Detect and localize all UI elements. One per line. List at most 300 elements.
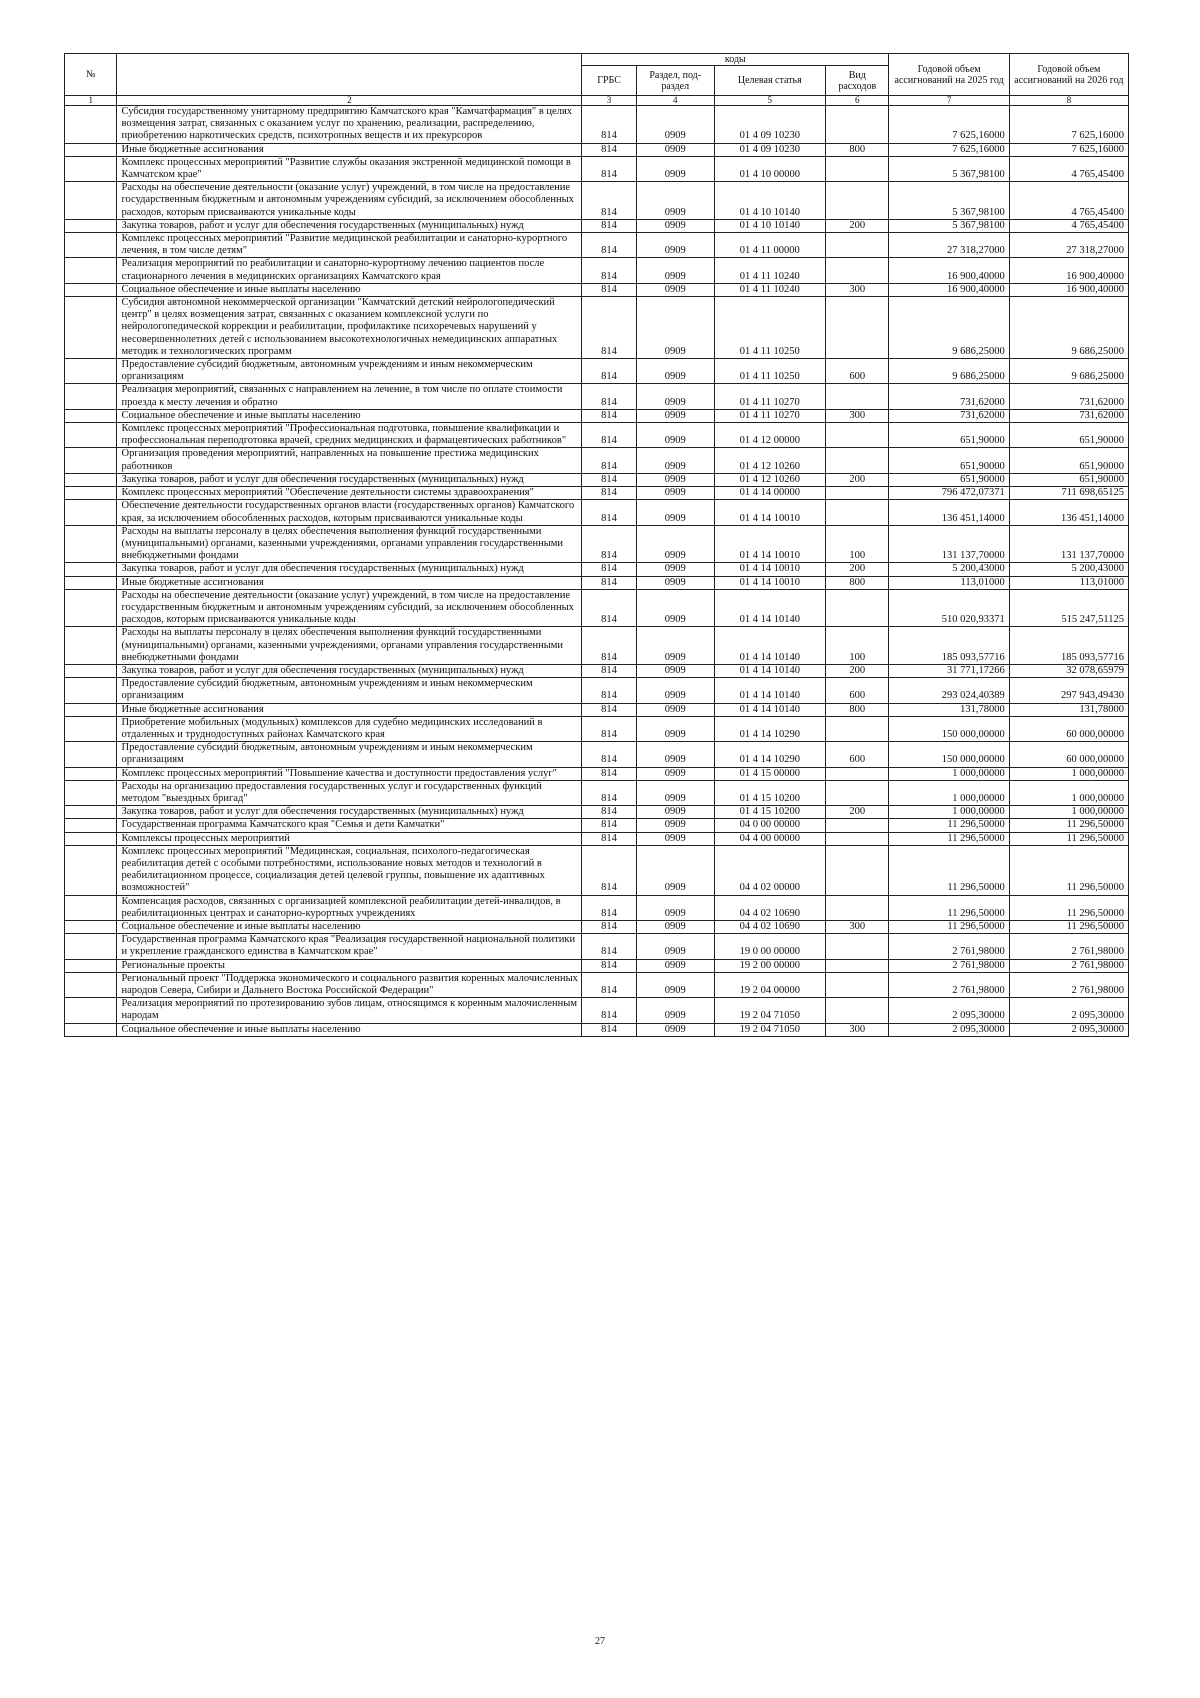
col-number: 6 xyxy=(826,96,889,106)
row-razdel: 0909 xyxy=(636,819,714,832)
row-amount-2026: 131 137,70000 xyxy=(1009,525,1128,563)
row-razdel: 0909 xyxy=(636,589,714,627)
row-number xyxy=(65,589,117,627)
row-name: Приобретение мобильных (модульных) комплексов для судебно медицинских исследований в отдаленных и труднодоступных районах Камчатского края xyxy=(117,716,582,741)
table-row xyxy=(65,525,1129,563)
row-grbs: 814 xyxy=(582,384,637,409)
row-target-article: 01 4 14 10010 xyxy=(714,500,826,525)
row-amount-2026: 711 698,65125 xyxy=(1009,487,1128,500)
row-amount-2026: 1 000,00000 xyxy=(1009,780,1128,805)
row-number xyxy=(65,998,117,1023)
row-expense-type xyxy=(826,934,889,959)
row-amount-2025: 2 761,98000 xyxy=(889,972,1009,997)
row-razdel: 0909 xyxy=(636,233,714,258)
row-name: Субсидия автономной некоммерческой организации "Камчатский детский нейрологопедический центр" в целях возмещения затрат, связанных с оказанием комплексной услуги по нейрологопедической коррекции и реабилитации, профилактике психоречевых нарушений у несовершеннолетних детей с использованием высокотехнологичных немедицинских аппаратных методик и технологических программ xyxy=(117,297,582,359)
row-razdel: 0909 xyxy=(636,219,714,232)
row-name: Социальное обеспечение и иные выплаты населению xyxy=(117,283,582,296)
row-target-article: 04 4 02 00000 xyxy=(714,845,826,895)
row-number xyxy=(65,525,117,563)
row-razdel: 0909 xyxy=(636,106,714,144)
row-target-article: 01 4 15 10200 xyxy=(714,806,826,819)
col-number: 8 xyxy=(1009,96,1128,106)
row-grbs: 814 xyxy=(582,409,637,422)
row-target-article: 19 2 04 00000 xyxy=(714,972,826,997)
table-row xyxy=(65,806,1129,819)
row-amount-2026: 136 451,14000 xyxy=(1009,500,1128,525)
row-name: Закупка товаров, работ и услуг для обеспечения государственных (муниципальных) нужд xyxy=(117,664,582,677)
table-body xyxy=(65,106,1129,1037)
row-expense-type: 300 xyxy=(826,409,889,422)
row-amount-2025: 16 900,40000 xyxy=(889,283,1009,296)
row-expense-type xyxy=(826,384,889,409)
row-grbs: 814 xyxy=(582,106,637,144)
row-amount-2026: 2 095,30000 xyxy=(1009,1023,1128,1036)
table-row xyxy=(65,233,1129,258)
row-expense-type: 800 xyxy=(826,143,889,156)
row-razdel: 0909 xyxy=(636,998,714,1023)
row-amount-2026: 11 296,50000 xyxy=(1009,832,1128,845)
row-number xyxy=(65,780,117,805)
row-amount-2025: 113,01000 xyxy=(889,576,1009,589)
row-target-article: 01 4 11 00000 xyxy=(714,233,826,258)
table-row xyxy=(65,767,1129,780)
row-name: Социальное обеспечение и иные выплаты населению xyxy=(117,409,582,422)
table-row xyxy=(65,106,1129,144)
row-expense-type: 300 xyxy=(826,1023,889,1036)
row-expense-type: 600 xyxy=(826,359,889,384)
row-expense-type: 300 xyxy=(826,921,889,934)
row-grbs: 814 xyxy=(582,716,637,741)
row-name: Закупка товаров, работ и услуг для обеспечения государственных (муниципальных) нужд xyxy=(117,473,582,486)
row-grbs: 814 xyxy=(582,959,637,972)
row-grbs: 814 xyxy=(582,258,637,283)
row-grbs: 814 xyxy=(582,934,637,959)
row-number xyxy=(65,182,117,220)
row-amount-2025: 11 296,50000 xyxy=(889,895,1009,920)
row-amount-2026: 7 625,16000 xyxy=(1009,106,1128,144)
row-amount-2026: 731,62000 xyxy=(1009,384,1128,409)
table-row xyxy=(65,219,1129,232)
row-number xyxy=(65,921,117,934)
row-amount-2026: 60 000,00000 xyxy=(1009,716,1128,741)
row-grbs: 814 xyxy=(582,359,637,384)
row-name: Обеспечение деятельности государственных органов власти (государственных органов) Камчатского края, за исключением обособленных расходов, которым присваиваются уникальные коды xyxy=(117,500,582,525)
row-amount-2025: 651,90000 xyxy=(889,448,1009,473)
row-amount-2025: 31 771,17266 xyxy=(889,664,1009,677)
row-target-article: 01 4 14 10140 xyxy=(714,678,826,703)
row-target-article: 01 4 14 10010 xyxy=(714,576,826,589)
row-target-article: 01 4 10 10140 xyxy=(714,219,826,232)
row-razdel: 0909 xyxy=(636,1023,714,1036)
row-expense-type: 100 xyxy=(826,525,889,563)
row-grbs: 814 xyxy=(582,423,637,448)
row-number xyxy=(65,627,117,665)
table-row xyxy=(65,716,1129,741)
row-name: Расходы на выплаты персоналу в целях обеспечения выполнения функций государственными (муниципальными) органами, казенными учреждениями, органами управления государственными внебюджетными фондами xyxy=(117,627,582,665)
row-number xyxy=(65,716,117,741)
row-razdel: 0909 xyxy=(636,703,714,716)
row-target-article: 01 4 12 00000 xyxy=(714,423,826,448)
row-amount-2026: 27 318,27000 xyxy=(1009,233,1128,258)
row-expense-type: 600 xyxy=(826,678,889,703)
row-name: Комплекс процессных мероприятий "Профессиональная подготовка, повышение квалификации и профессиональная переподготовка врачей, средних медицинских и фармацевтических работников" xyxy=(117,423,582,448)
row-grbs: 814 xyxy=(582,703,637,716)
row-number xyxy=(65,233,117,258)
row-amount-2026: 1 000,00000 xyxy=(1009,806,1128,819)
page-number: 27 xyxy=(595,1636,605,1647)
row-amount-2025: 796 472,07371 xyxy=(889,487,1009,500)
row-name: Расходы на обеспечение деятельности (оказание услуг) учреждений, в том числе на предоставление государственным бюджетным и автономным учреждениям субсидий, за исключением обособленных расходов, которым присваиваются уникальные коды xyxy=(117,182,582,220)
row-amount-2026: 11 296,50000 xyxy=(1009,819,1128,832)
row-grbs: 814 xyxy=(582,233,637,258)
row-expense-type: 200 xyxy=(826,219,889,232)
row-grbs: 814 xyxy=(582,297,637,359)
row-target-article: 01 4 12 10260 xyxy=(714,473,826,486)
row-number xyxy=(65,473,117,486)
row-amount-2026: 2 761,98000 xyxy=(1009,959,1128,972)
table-row xyxy=(65,627,1129,665)
table-row xyxy=(65,819,1129,832)
row-amount-2026: 11 296,50000 xyxy=(1009,921,1128,934)
header-razdel: Раздел, под-раздел xyxy=(636,66,714,96)
row-amount-2025: 2 095,30000 xyxy=(889,998,1009,1023)
row-amount-2026: 5 200,43000 xyxy=(1009,563,1128,576)
table-row xyxy=(65,487,1129,500)
row-expense-type xyxy=(826,972,889,997)
header-year-2025: Годовой объем ассигнований на 2025 год xyxy=(889,54,1009,96)
row-expense-type: 300 xyxy=(826,283,889,296)
row-number xyxy=(65,384,117,409)
row-amount-2026: 7 625,16000 xyxy=(1009,143,1128,156)
row-name: Реализация мероприятий по реабилитации и санаторно-курортному лечению пациентов после стационарного лечения в медицинских организациях Камчатского края xyxy=(117,258,582,283)
row-razdel: 0909 xyxy=(636,258,714,283)
row-expense-type xyxy=(826,106,889,144)
row-amount-2025: 2 095,30000 xyxy=(889,1023,1009,1036)
row-razdel: 0909 xyxy=(636,806,714,819)
row-name: Комплекс процессных мероприятий "Развитие медицинской реабилитации и санаторно-курортного лечения, в том числе детям" xyxy=(117,233,582,258)
row-razdel: 0909 xyxy=(636,934,714,959)
row-amount-2025: 136 451,14000 xyxy=(889,500,1009,525)
row-target-article: 19 2 04 71050 xyxy=(714,1023,826,1036)
row-name: Иные бюджетные ассигнования xyxy=(117,576,582,589)
row-amount-2025: 651,90000 xyxy=(889,473,1009,486)
row-amount-2025: 5 367,98100 xyxy=(889,182,1009,220)
row-razdel: 0909 xyxy=(636,627,714,665)
row-amount-2026: 11 296,50000 xyxy=(1009,845,1128,895)
row-expense-type xyxy=(826,448,889,473)
row-amount-2026: 60 000,00000 xyxy=(1009,742,1128,767)
row-target-article: 04 0 00 00000 xyxy=(714,819,826,832)
table-row xyxy=(65,972,1129,997)
row-number xyxy=(65,258,117,283)
row-amount-2025: 7 625,16000 xyxy=(889,143,1009,156)
row-razdel: 0909 xyxy=(636,780,714,805)
table-row xyxy=(65,448,1129,473)
row-razdel: 0909 xyxy=(636,423,714,448)
row-number xyxy=(65,806,117,819)
row-target-article: 04 4 00 00000 xyxy=(714,832,826,845)
table-row xyxy=(65,921,1129,934)
table-row xyxy=(65,473,1129,486)
row-target-article: 01 4 14 00000 xyxy=(714,487,826,500)
row-amount-2026: 2 761,98000 xyxy=(1009,972,1128,997)
row-grbs: 814 xyxy=(582,1023,637,1036)
row-amount-2025: 150 000,00000 xyxy=(889,716,1009,741)
row-amount-2026: 731,62000 xyxy=(1009,409,1128,422)
row-razdel: 0909 xyxy=(636,182,714,220)
row-expense-type xyxy=(826,233,889,258)
row-amount-2025: 131 137,70000 xyxy=(889,525,1009,563)
row-amount-2025: 5 367,98100 xyxy=(889,156,1009,181)
row-expense-type xyxy=(826,845,889,895)
row-amount-2025: 5 200,43000 xyxy=(889,563,1009,576)
table-row xyxy=(65,959,1129,972)
row-amount-2026: 4 765,45400 xyxy=(1009,156,1128,181)
row-expense-type xyxy=(826,780,889,805)
row-target-article: 01 4 14 10140 xyxy=(714,664,826,677)
table-row xyxy=(65,182,1129,220)
row-grbs: 814 xyxy=(582,767,637,780)
row-name: Расходы на выплаты персоналу в целях обеспечения выполнения функций государственными (муниципальными) органами, казенными учреждениями, органами управления государственными внебюджетными фондами xyxy=(117,525,582,563)
table-row xyxy=(65,664,1129,677)
row-target-article: 01 4 14 10290 xyxy=(714,742,826,767)
row-amount-2025: 731,62000 xyxy=(889,384,1009,409)
row-amount-2025: 2 761,98000 xyxy=(889,934,1009,959)
row-grbs: 814 xyxy=(582,742,637,767)
row-amount-2025: 16 900,40000 xyxy=(889,258,1009,283)
header-num: № xyxy=(65,54,117,96)
col-number: 1 xyxy=(65,96,117,106)
row-target-article: 01 4 09 10230 xyxy=(714,106,826,144)
col-number: 2 xyxy=(117,96,582,106)
row-target-article: 01 4 15 10200 xyxy=(714,780,826,805)
row-number xyxy=(65,845,117,895)
row-amount-2026: 131,78000 xyxy=(1009,703,1128,716)
row-grbs: 814 xyxy=(582,780,637,805)
col-number: 7 xyxy=(889,96,1009,106)
row-number xyxy=(65,895,117,920)
row-name: Предоставление субсидий бюджетным, автономным учреждениям и иным некоммерческим организациям xyxy=(117,359,582,384)
table-row xyxy=(65,283,1129,296)
row-amount-2026: 297 943,49430 xyxy=(1009,678,1128,703)
row-expense-type xyxy=(826,258,889,283)
row-grbs: 814 xyxy=(582,921,637,934)
row-name: Иные бюджетные ассигнования xyxy=(117,703,582,716)
table-row xyxy=(65,589,1129,627)
row-amount-2026: 651,90000 xyxy=(1009,473,1128,486)
row-name: Региональный проект "Поддержка экономического и социального развития коренных малочисленных народов Севера, Сибири и Дальнего Востока Российской Федерации" xyxy=(117,972,582,997)
table-row xyxy=(65,703,1129,716)
row-amount-2025: 11 296,50000 xyxy=(889,921,1009,934)
row-target-article: 01 4 11 10250 xyxy=(714,297,826,359)
row-target-article: 01 4 14 10010 xyxy=(714,563,826,576)
row-number xyxy=(65,576,117,589)
row-amount-2025: 7 625,16000 xyxy=(889,106,1009,144)
row-razdel: 0909 xyxy=(636,895,714,920)
row-target-article: 04 4 02 10690 xyxy=(714,895,826,920)
row-amount-2025: 731,62000 xyxy=(889,409,1009,422)
row-target-article: 01 4 11 10270 xyxy=(714,384,826,409)
row-name: Социальное обеспечение и иные выплаты населению xyxy=(117,921,582,934)
row-razdel: 0909 xyxy=(636,359,714,384)
row-expense-type xyxy=(826,487,889,500)
row-name: Закупка товаров, работ и услуг для обеспечения государственных (муниципальных) нужд xyxy=(117,219,582,232)
row-name: Государственная программа Камчатского края "Реализация государственной национальной политики и укрепление гражданского единства в Камчатском крае" xyxy=(117,934,582,959)
row-grbs: 814 xyxy=(582,972,637,997)
row-name: Расходы на организацию предоставления государственных услуг и государственных функций методом "выездных бригад" xyxy=(117,780,582,805)
row-number xyxy=(65,409,117,422)
col-number: 3 xyxy=(582,96,637,106)
row-target-article: 01 4 10 10140 xyxy=(714,182,826,220)
row-razdel: 0909 xyxy=(636,283,714,296)
row-razdel: 0909 xyxy=(636,972,714,997)
row-grbs: 814 xyxy=(582,283,637,296)
table-row xyxy=(65,895,1129,920)
row-amount-2026: 515 247,51125 xyxy=(1009,589,1128,627)
row-name: Комплекс процессных мероприятий "Обеспечение деятельности системы здравоохранения" xyxy=(117,487,582,500)
row-amount-2025: 510 020,93371 xyxy=(889,589,1009,627)
row-razdel: 0909 xyxy=(636,576,714,589)
row-number xyxy=(65,972,117,997)
row-name: Закупка товаров, работ и услуг для обеспечения государственных (муниципальных) нужд xyxy=(117,563,582,576)
row-target-article: 01 4 10 00000 xyxy=(714,156,826,181)
row-expense-type xyxy=(826,767,889,780)
row-target-article: 01 4 09 10230 xyxy=(714,143,826,156)
row-expense-type xyxy=(826,156,889,181)
table-row xyxy=(65,832,1129,845)
row-grbs: 814 xyxy=(582,473,637,486)
row-number xyxy=(65,500,117,525)
row-grbs: 814 xyxy=(582,448,637,473)
row-razdel: 0909 xyxy=(636,384,714,409)
row-target-article: 01 4 14 10290 xyxy=(714,716,826,741)
row-amount-2025: 185 093,57716 xyxy=(889,627,1009,665)
row-amount-2025: 9 686,25000 xyxy=(889,297,1009,359)
row-target-article: 01 4 14 10140 xyxy=(714,703,826,716)
row-target-article: 01 4 14 10140 xyxy=(714,589,826,627)
row-number xyxy=(65,563,117,576)
row-expense-type xyxy=(826,959,889,972)
row-expense-type: 800 xyxy=(826,703,889,716)
row-razdel: 0909 xyxy=(636,664,714,677)
row-name: Иные бюджетные ассигнования xyxy=(117,143,582,156)
row-grbs: 814 xyxy=(582,156,637,181)
row-number xyxy=(65,664,117,677)
row-razdel: 0909 xyxy=(636,921,714,934)
row-expense-type: 200 xyxy=(826,473,889,486)
header-target-article: Целевая статья xyxy=(714,66,826,96)
row-amount-2025: 1 000,00000 xyxy=(889,767,1009,780)
row-amount-2025: 2 761,98000 xyxy=(889,959,1009,972)
row-grbs: 814 xyxy=(582,143,637,156)
row-number xyxy=(65,832,117,845)
row-amount-2025: 131,78000 xyxy=(889,703,1009,716)
row-grbs: 814 xyxy=(582,627,637,665)
row-expense-type xyxy=(826,182,889,220)
row-amount-2025: 27 318,27000 xyxy=(889,233,1009,258)
row-amount-2026: 9 686,25000 xyxy=(1009,297,1128,359)
row-expense-type: 200 xyxy=(826,563,889,576)
row-name: Комплекс процессных мероприятий "Медицинская, социальная, психолого-педагогическая реабилитация детей с особыми потребностями, использование новых методов и технологий в реабилитационном процессе, социализация детей целевой группы, повышение их адаптивных возможностей" xyxy=(117,845,582,895)
table-row xyxy=(65,1023,1129,1036)
row-grbs: 814 xyxy=(582,806,637,819)
row-grbs: 814 xyxy=(582,487,637,500)
row-razdel: 0909 xyxy=(636,959,714,972)
row-grbs: 814 xyxy=(582,678,637,703)
row-amount-2026: 32 078,65979 xyxy=(1009,664,1128,677)
row-grbs: 814 xyxy=(582,895,637,920)
row-razdel: 0909 xyxy=(636,500,714,525)
row-razdel: 0909 xyxy=(636,409,714,422)
row-number xyxy=(65,156,117,181)
row-razdel: 0909 xyxy=(636,448,714,473)
row-amount-2025: 651,90000 xyxy=(889,423,1009,448)
row-amount-2026: 1 000,00000 xyxy=(1009,767,1128,780)
row-number xyxy=(65,297,117,359)
table-row xyxy=(65,934,1129,959)
row-name: Субсидия государственному унитарному предприятию Камчатского края "Камчатфармация" в целях возмещения затрат, связанных с оказанием услуг по хранению, реализации, распределению, приобретению наркотических средств, психотропных веществ и их прекурсоров xyxy=(117,106,582,144)
row-target-article: 01 4 14 10140 xyxy=(714,627,826,665)
row-target-article: 01 4 11 10240 xyxy=(714,258,826,283)
row-target-article: 01 4 11 10270 xyxy=(714,409,826,422)
row-amount-2025: 11 296,50000 xyxy=(889,845,1009,895)
header-expense-type: Вид расходов xyxy=(826,66,889,96)
row-amount-2025: 9 686,25000 xyxy=(889,359,1009,384)
row-name: Организация проведения мероприятий, направленных на повышение престижа медицинских работников xyxy=(117,448,582,473)
row-grbs: 814 xyxy=(582,525,637,563)
row-target-article: 01 4 11 10250 xyxy=(714,359,826,384)
table-row xyxy=(65,409,1129,422)
row-name: Комплексы процессных мероприятий xyxy=(117,832,582,845)
row-expense-type xyxy=(826,998,889,1023)
budget-table xyxy=(64,53,1129,1037)
row-razdel: 0909 xyxy=(636,832,714,845)
table-row xyxy=(65,845,1129,895)
row-amount-2026: 651,90000 xyxy=(1009,448,1128,473)
row-razdel: 0909 xyxy=(636,678,714,703)
row-name: Закупка товаров, работ и услуг для обеспечения государственных (муниципальных) нужд xyxy=(117,806,582,819)
row-number xyxy=(65,678,117,703)
row-expense-type xyxy=(826,297,889,359)
row-expense-type: 800 xyxy=(826,576,889,589)
row-name: Предоставление субсидий бюджетным, автономным учреждениям и иным некоммерческим организациям xyxy=(117,678,582,703)
row-name: Государственная программа Камчатского края "Семья и дети Камчатки" xyxy=(117,819,582,832)
table-row xyxy=(65,359,1129,384)
table-row xyxy=(65,780,1129,805)
row-razdel: 0909 xyxy=(636,716,714,741)
row-amount-2025: 150 000,00000 xyxy=(889,742,1009,767)
row-amount-2026: 4 765,45400 xyxy=(1009,182,1128,220)
row-amount-2026: 113,01000 xyxy=(1009,576,1128,589)
row-number xyxy=(65,423,117,448)
row-number xyxy=(65,487,117,500)
row-razdel: 0909 xyxy=(636,156,714,181)
row-target-article: 19 0 00 00000 xyxy=(714,934,826,959)
row-razdel: 0909 xyxy=(636,297,714,359)
table-row xyxy=(65,297,1129,359)
row-target-article: 01 4 14 10010 xyxy=(714,525,826,563)
row-razdel: 0909 xyxy=(636,473,714,486)
row-amount-2025: 1 000,00000 xyxy=(889,806,1009,819)
row-amount-2026: 16 900,40000 xyxy=(1009,258,1128,283)
row-expense-type xyxy=(826,500,889,525)
row-expense-type xyxy=(826,819,889,832)
table-row xyxy=(65,998,1129,1023)
table-row xyxy=(65,576,1129,589)
row-expense-type xyxy=(826,423,889,448)
row-target-article: 04 4 02 10690 xyxy=(714,921,826,934)
row-grbs: 814 xyxy=(582,563,637,576)
